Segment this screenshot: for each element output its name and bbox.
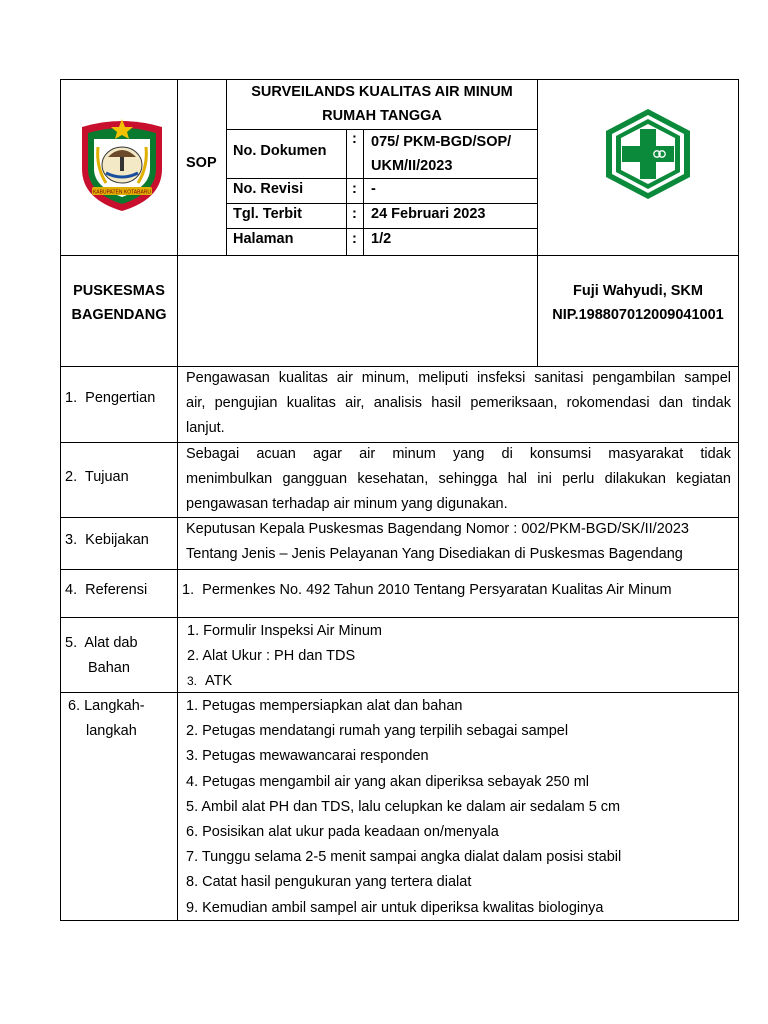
field-colon: : <box>352 181 357 197</box>
list-item: 4. Petugas mengambil air yang akan diperiksa sebayak 250 ml <box>186 773 590 790</box>
divider <box>226 228 538 229</box>
list-item: 2. Petugas mendatangi rumah yang terpilih sebagai sampel <box>186 723 569 740</box>
divider <box>226 203 538 204</box>
list-item: 8. Catat hasil pengukuran yang tertera dialat <box>186 874 472 891</box>
district-logo <box>78 117 166 213</box>
field-value-tgl-terbit: 24 Februari 2023 <box>371 206 486 222</box>
field-label-no-revisi: No. Revisi <box>233 181 304 197</box>
section-label-tujuan: 2. Tujuan <box>65 469 129 485</box>
section-content-alat <box>187 619 382 694</box>
field-colon: : <box>352 206 357 222</box>
list-item: 3. ATK <box>187 673 233 689</box>
sop-label: SOP <box>186 155 217 171</box>
field-label-halaman: Halaman <box>233 231 294 247</box>
list-item: 1. Formulir Inspeksi Air Minum <box>187 623 382 639</box>
svg-text:KABUPATEN KOTABARU: KABUPATEN KOTABARU <box>92 189 152 196</box>
section-content-pengertian: Pengawasan kualitas air minum, meliputi insfeksi sanitasi pengambilan sampel air, pengujian kualitas air, analisis hasil pemeriksaan, rokomendasi dan tindak lanjut. <box>186 370 731 436</box>
section-content-tujuan: Sebagai acuan agar air minum yang di konsumsi masyarakat tidak menimbulkan gangguan kesehatan, sehingga hal ini perlu dilakukan kegiatan pengawasan terhadap air minum yang digunakan. <box>186 446 731 512</box>
field-colon: : <box>352 231 357 247</box>
divider <box>60 617 739 618</box>
section-content-referensi: 1. Permenkes No. 492 Tahun 2010 Tentang Persyaratan Kualitas Air Minum <box>182 582 672 598</box>
section-label-langkah: 6. Langkah- langkah <box>68 698 145 739</box>
list-item: 5. Ambil alat PH dan TDS, lalu celupkan ke dalam air sedalam 5 cm <box>186 798 621 815</box>
list-item: 2. Alat Ukur : PH dan TDS <box>187 648 356 664</box>
divider <box>177 79 178 255</box>
section-label-kebijakan: 3. Kebijakan <box>65 532 149 548</box>
list-item: 7. Tunggu selama 2-5 menit sampai angka dialat dalam posisi stabil <box>186 849 622 866</box>
section-label-pengertian: 1. Pengertian <box>65 390 156 406</box>
list-item: 6. Posisikan alat ukur pada keadaan on/menyala <box>186 824 499 841</box>
section-content-langkah <box>186 694 621 921</box>
puskesmas-logo <box>602 107 694 201</box>
divider <box>226 178 538 179</box>
divider <box>60 692 739 693</box>
divider <box>346 129 347 255</box>
section-label-referensi: 4. Referensi <box>65 582 148 598</box>
signer-block <box>538 279 738 327</box>
section-content-kebijakan: Keputusan Kepala Puskesmas Bagendang Nomor : 002/PKM-BGD/SK/II/2023 Tentang Jenis – Jenis Pelayanan Yang Disediakan di Puskesmas Bagendang <box>186 521 689 562</box>
border-right <box>738 79 739 921</box>
section-label-alat: 5. Alat dab Bahan <box>65 635 138 676</box>
list-item: 3. Petugas mewawancarai responden <box>186 748 429 765</box>
field-value-no-revisi: - <box>371 181 376 197</box>
divider <box>177 255 178 921</box>
list-item: 9. Kemudian ambil sampel air untuk diperiksa kwalitas biologinya <box>186 899 604 916</box>
signer-name: Fuji Wahyudi, SKM <box>573 283 703 299</box>
divider <box>363 129 364 255</box>
divider <box>60 255 739 256</box>
field-label-no-dokumen: No. Dokumen <box>233 143 327 159</box>
signer-nip: NIP.198807012009041001 <box>552 307 724 323</box>
divider <box>60 569 739 570</box>
list-item: 1. Petugas mempersiapkan alat dan bahan <box>186 698 463 714</box>
field-colon: : <box>352 131 357 147</box>
document-title: SURVEILANDS KUALITAS AIR MINUM RUMAH TANGGA <box>251 84 513 124</box>
field-value-halaman: 1/2 <box>371 231 392 247</box>
field-label-tgl-terbit: Tgl. Terbit <box>233 206 303 222</box>
border-left <box>60 79 61 921</box>
organization-name: PUSKESMAS BAGENDANG <box>71 283 167 323</box>
field-value-no-dokumen: 075/ PKM-BGD/SOP/ UKM/II/2023 <box>371 134 512 174</box>
